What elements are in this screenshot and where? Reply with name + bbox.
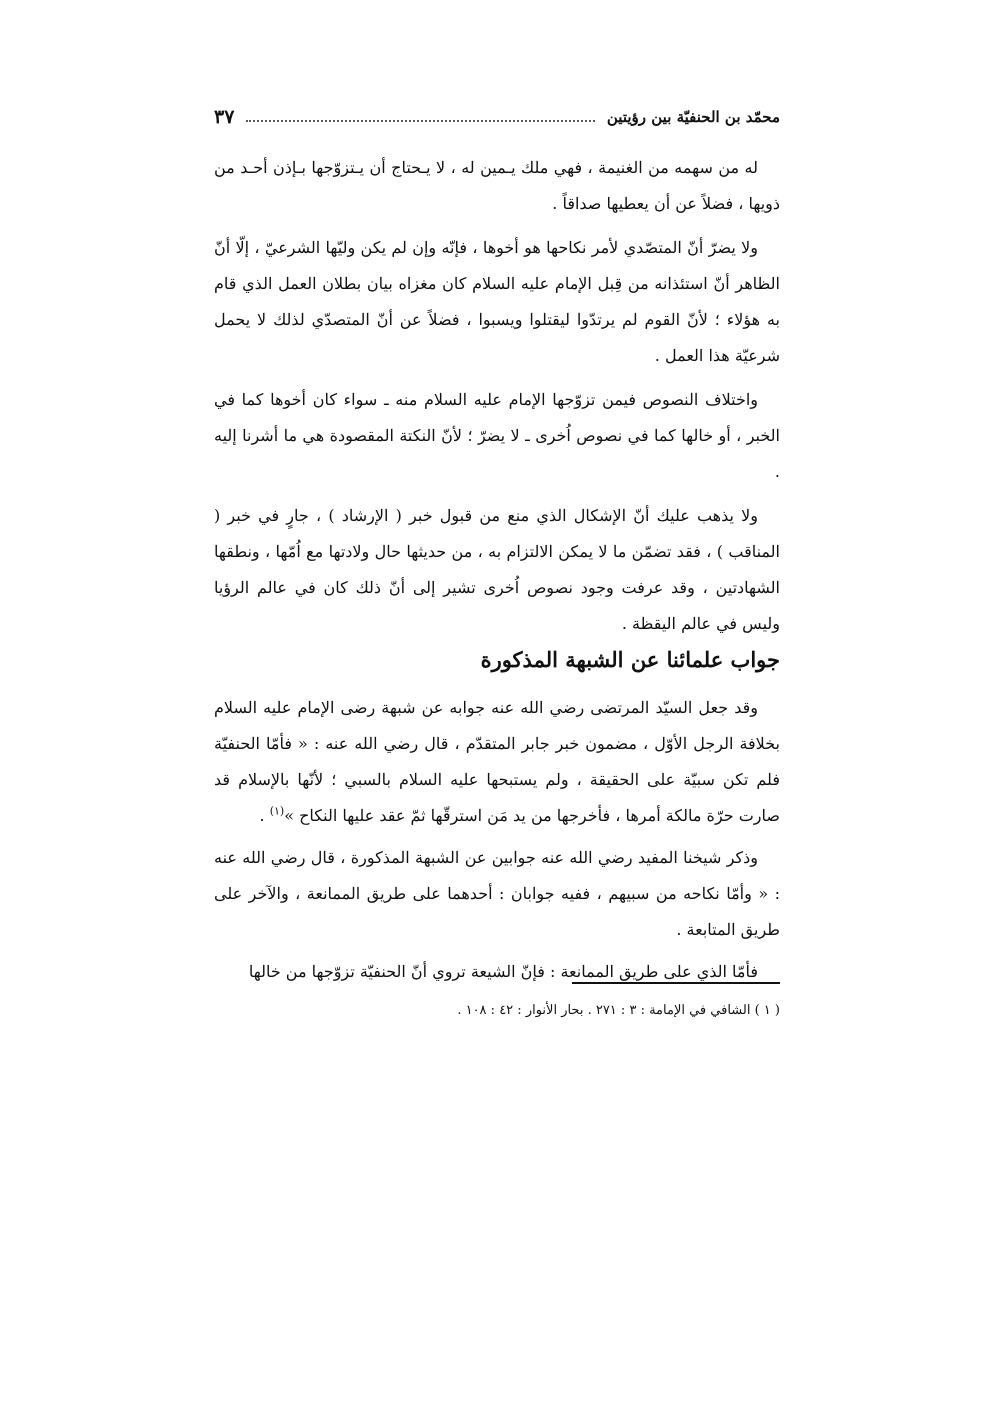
paragraph [214,690,780,834]
paragraph-text: وقد جعل السيّد المرتضى رضي الله عنه جوابه عن شبهة رضى الإمام عليه السلام بخلافة الرجل الأوّل ، مضمون خبر جابر المتقدّم ، قال رضي الله عنه : « فأمّا الحنفيّة فلم تكن سبيّة على الحقيقة ، ولم يستبحها عليه السلام بالسبي ؛ لأنّها بالإسلام قد صارت حرّة مالكة أمرها ، فأخرجها من يد مَن استرقّها ثمّ عقد عليها النكاح » [214,698,780,825]
paragraph: ولا يذهب عليك أنّ الإشكال الذي منع من قبول خبر ( الإرشاد ) ، جارٍ في خبر ( المناقب ) ، فقد تضمّن ما لا يمكن الالتزام به ، من حديثها حال ولادتها مع اُمّها ، ونطقها الشهادتين ، وقد عرفت وجود نصوص اُخرى تشير إلى أنّ ذلك كان في عالم الرؤيا وليس في عالم اليقظة . [214,506,780,633]
paragraph: وذكر شيخنا المفيد رضي الله عنه جوابين عن الشبهة المذكورة ، قال رضي الله عنه : « وأمّا نكاحه من سبيهم ، ففيه جوابان : أحدهما على طريق الممانعة ، والآخر على طريق المتابعة . [214,848,780,939]
paragraph-end: . [259,806,270,825]
body-text-section-2 [214,690,780,996]
footnote-separator [572,982,780,984]
running-title: محمّد بن الحنفيّة بين رؤيتين [606,108,780,126]
running-header [214,100,780,134]
paragraph: ولا يضرّ أنّ المتصّدي لأمر نكاحها هو أخوها ، فإنّه وإن لم يكن وليّها الشرعيّ ، إلّا أنّ الظاهر أنّ استئذانه من قِبل الإمام عليه السلام كان مغزاه بيان بطلان العمل الذي قام به هؤلاء ؛ لأنّ القوم لم يرتدّوا ليقتلوا ويسبوا ، فضلاً عن أنّ المتصدّي لذلك لا يحمل شرعيّة هذا العمل . [214,238,780,365]
paragraph: فأمّا الذي على طريق الممانعة : فإنّ الشيعة تروي أنّ الحنفيّة تزوّجها من خالها [248,962,758,981]
page-number: ٣٧ [214,106,235,128]
footnote-reference: (١) [269,804,285,818]
section-heading: جواب علمائنا عن الشبهة المذكورة [480,647,780,672]
paragraph: واختلاف النصوص فيمن تزوّجها الإمام عليه السلام منه ـ سواء كان أخوها كما في الخبر ، أو خالها كما في نصوص اُخرى ـ لا يضرّ ؛ لأنّ النكتة المقصودة هي ما أشرنا إليه . [214,390,780,481]
paragraph: له من سهمه من الغنيمة ، فهي ملك يـمين له ، لا يـحتاج أن يـتزوّجها بـإذن أحـد من ذويها ، فضلاً عن أن يعطيها صداقاً . [214,158,780,213]
footnote: ( ١ ) الشافي في الإمامة : ٣ : ٢٧١ . بحار الأنوار : ٤٢ : ١٠٨ . [457,1003,780,1018]
header-dot-leader [246,120,594,122]
body-text-section-1 [214,150,780,650]
